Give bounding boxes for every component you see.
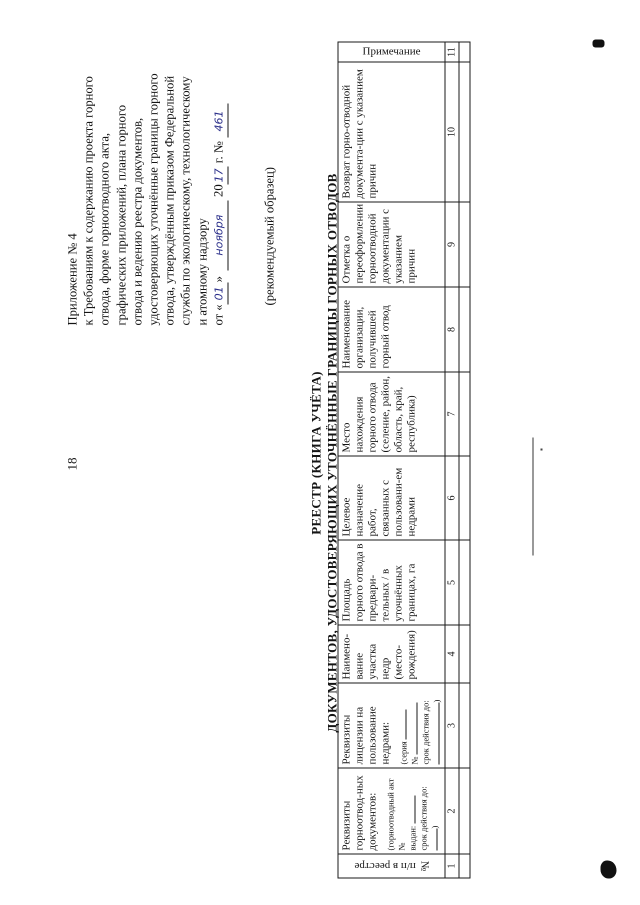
empty-cell — [459, 854, 470, 878]
empty-cell — [459, 42, 470, 62]
header-label: Реквизиты горноотвод-ных документов: — [340, 774, 378, 850]
registry-subtitle: ДОКУМЕНТОВ, УДОСТОВЕРЯЮЩИХ УТОЧНЁННЫЕ ГРАНИЦЫ ГОРНЫХ ОТВОДОВ — [324, 172, 339, 733]
header-cell-area: Площадь горного отвода в предвари-тельных / в уточнённых границах, га — [338, 540, 445, 625]
empty-cell — [459, 625, 470, 683]
header-cell-purpose: Целевое назначение работ, связанных с пользовани-ем недрами — [338, 456, 445, 540]
column-number: 9 — [445, 202, 459, 287]
header-cell-reissue-mark: Отметка о переоформлении горноотводной документации с указанием причин — [338, 202, 445, 287]
header-cell-subsoil-plot: Наимено-вание участка недр (место-рождения) — [338, 625, 445, 683]
appendix-line: отвода и ведению реестра документов, — [129, 117, 144, 325]
header-cell-organization: Наименование организации, получившей горный отвод — [338, 287, 445, 372]
appendix-line: удостоверяющих уточнённые границы горного — [146, 72, 161, 325]
year-prefix: 20 — [210, 183, 225, 197]
scan-mark — [592, 39, 604, 47]
appendix-line: графических приложений, плана горного — [113, 104, 128, 325]
date-month-handwritten: ноября — [211, 200, 228, 270]
date-prefix: от « — [210, 303, 225, 325]
date-mid: » — [210, 275, 225, 282]
header-sub-fields: (серия № срок действия до: ) — [398, 699, 441, 764]
column-number: 8 — [445, 287, 459, 372]
appendix-title: Приложение № 4 — [65, 232, 79, 325]
appendix-line: отвода, форме горноотводного акта, — [97, 132, 112, 325]
year-handwritten: 17 — [211, 166, 228, 184]
header-cell-number: № п/п в реестре — [338, 854, 445, 878]
column-number: 3 — [445, 683, 459, 768]
column-number: 11 — [445, 42, 459, 62]
scan-dot — [540, 448, 542, 450]
header-cell-notes: Примечание — [338, 42, 445, 62]
registry-title: РЕЕСТР (КНИГА УЧЁТА) — [308, 370, 323, 535]
column-number: 2 — [445, 768, 459, 854]
empty-cell — [459, 683, 470, 768]
empty-cell — [459, 287, 470, 372]
empty-cell — [459, 372, 470, 456]
empty-cell — [459, 540, 470, 625]
header-cell-location: Место нахождения горного отвода (селение, район, область, край, республика) — [338, 372, 445, 456]
appendix-line: службы по экологическому, технологическому — [178, 75, 193, 325]
column-number: 1 — [445, 854, 459, 878]
scan-blot — [600, 860, 616, 878]
table-header-row — [338, 42, 445, 878]
header-cell-return: Возврат горно-отводной документа-ции с указанием причин — [338, 62, 445, 202]
header-label: Реквизиты лицензии на пользование недрами: — [340, 705, 391, 764]
header-cell-license — [338, 683, 445, 768]
appendix-date-line — [210, 45, 228, 325]
empty-cell — [459, 456, 470, 540]
column-number: 4 — [445, 625, 459, 683]
page-number: 18 — [64, 457, 79, 470]
column-number: 10 — [445, 62, 459, 202]
header-cell-allotment-docs — [338, 768, 445, 854]
recommended-sample-note: (рекомендуемый образец) — [262, 166, 276, 305]
appendix-header — [64, 45, 228, 325]
column-number: 5 — [445, 540, 459, 625]
appendix-line: отвода, утверждённым приказом Федеральной — [162, 75, 177, 325]
table-row — [459, 42, 470, 878]
appendix-line: к Требованиям к содержанию проекта горного — [81, 75, 96, 325]
column-number: 7 — [445, 372, 459, 456]
empty-cell — [459, 768, 470, 854]
empty-cell — [459, 202, 470, 287]
column-number-row — [445, 42, 459, 878]
scan-line — [532, 437, 533, 555]
order-number-handwritten: 461 — [211, 104, 228, 138]
number-prefix: г. № — [210, 137, 225, 166]
empty-cell — [459, 62, 470, 202]
header-sub-fields: (горноотводный акт № выдан: срок действия до: ) — [385, 778, 439, 850]
column-number: 6 — [445, 456, 459, 540]
appendix-line: и атомному надзору — [194, 217, 209, 325]
registry-table — [337, 41, 470, 878]
date-day-handwritten: 01 — [211, 282, 228, 304]
